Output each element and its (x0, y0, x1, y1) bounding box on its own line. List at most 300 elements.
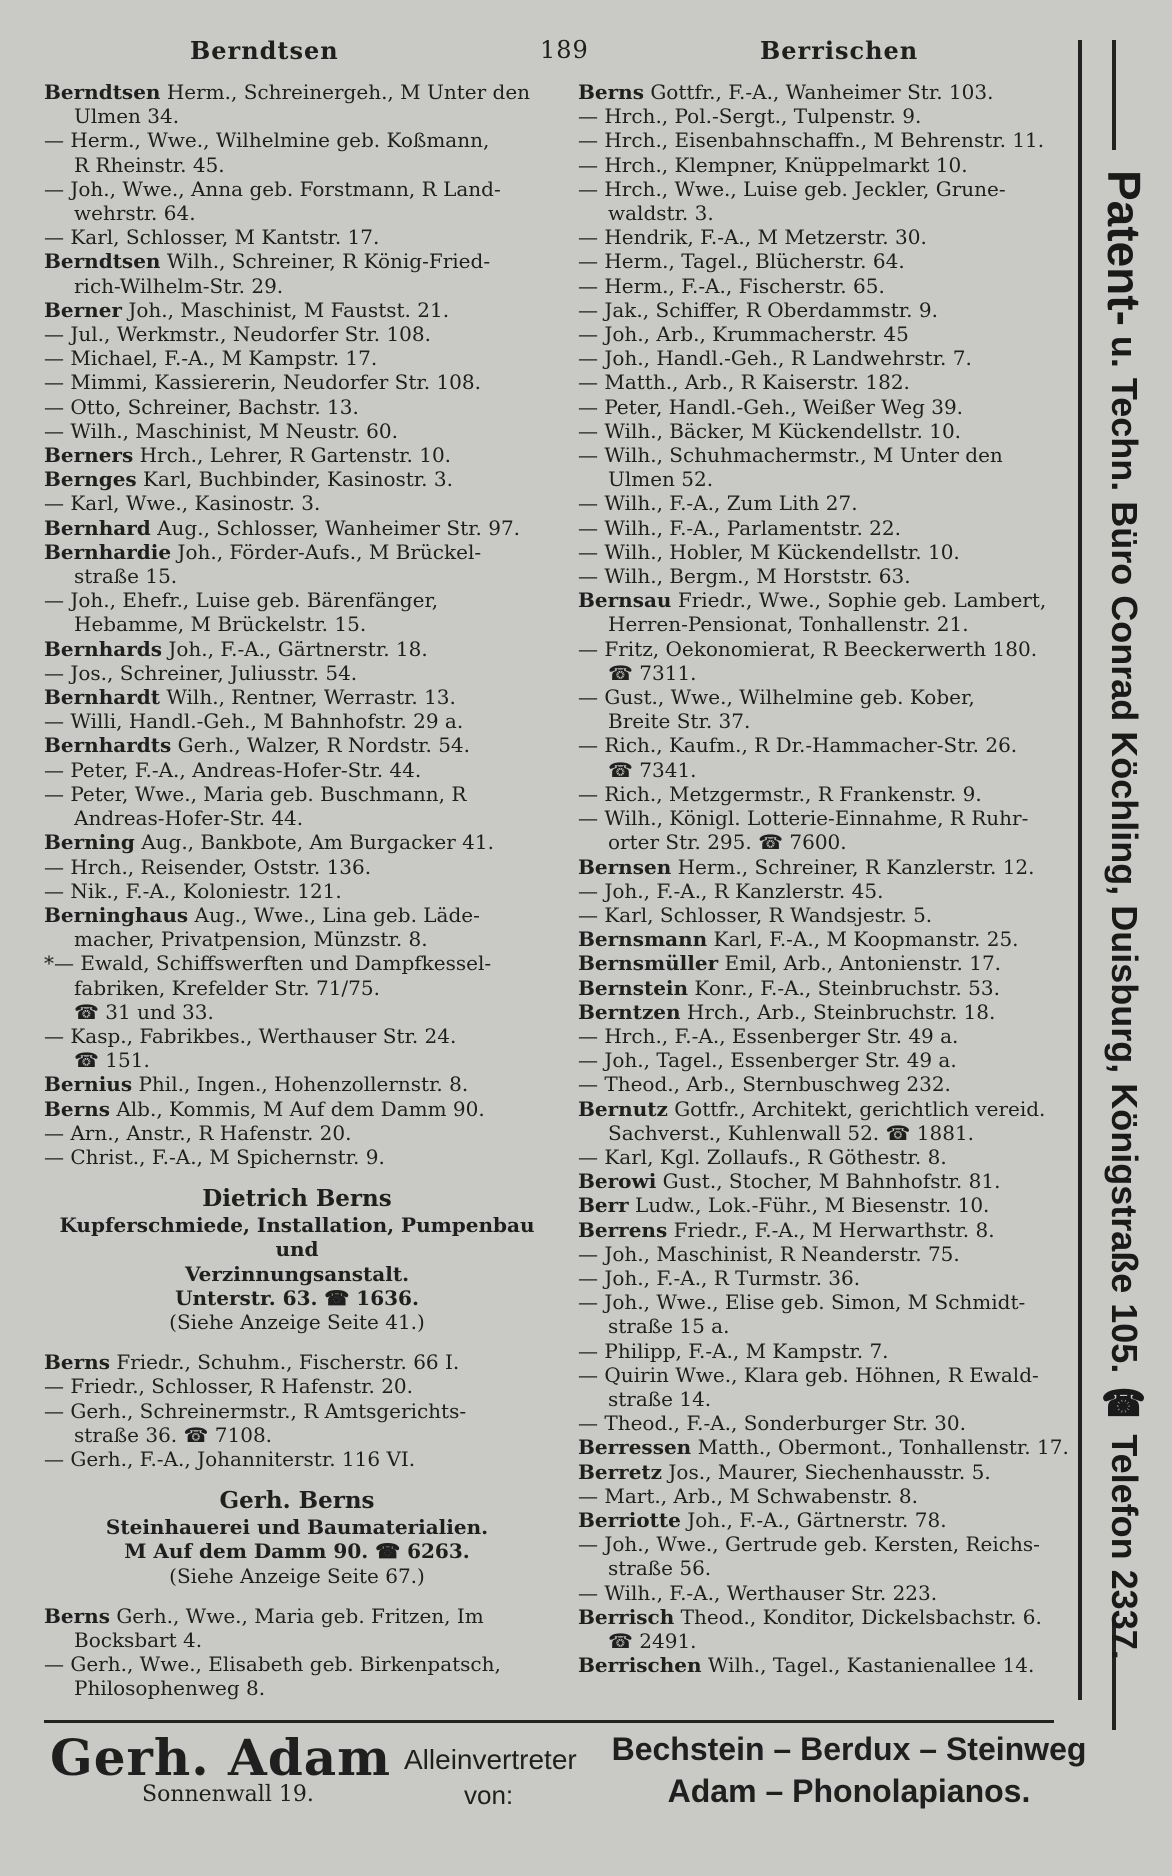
entry-line (578, 1605, 1078, 1629)
entry-continuation: macher, Privatpension, Münzstr. 8. (74, 927, 428, 952)
entry-line (578, 443, 1078, 467)
entry-text: Matth., Obermont., Tonhallenstr. 17. (691, 1435, 1069, 1460)
entry-line (44, 419, 550, 443)
entry-line (578, 1218, 1078, 1242)
directory-entry (578, 1339, 1078, 1363)
side-advertisement (1095, 170, 1151, 1660)
entry-line (578, 274, 1078, 298)
entry-line (578, 685, 1078, 709)
entry-continuation: Ulmen 34. (74, 104, 180, 129)
entry-line (578, 1508, 1078, 1532)
business-line: Steinhauerei und Baumaterialien. (105, 1515, 489, 1540)
directory-entry (578, 346, 1078, 370)
entry-text: Gerh., Wwe., Maria geb. Fritzen, Im (109, 1603, 484, 1628)
directory-entry (578, 903, 1078, 927)
directory-entry (578, 491, 1078, 515)
business-block (44, 1185, 550, 1334)
directory-entry (44, 1447, 550, 1471)
bottom-advertisement (44, 1728, 1087, 1858)
entry-line (44, 1374, 550, 1398)
entry-line (44, 709, 550, 733)
ad-brands-line1: Bechstein – Berdux – Steinweg (611, 1731, 1087, 1767)
entry-line (578, 806, 1078, 830)
entry-line (44, 1652, 550, 1676)
directory-entry (44, 1000, 550, 1024)
entry-line (578, 879, 1078, 903)
entry-text: — Rich., Kaufm., R Dr.-Hammacher-Str. 26. (578, 733, 1018, 758)
entry-line (578, 1266, 1078, 1290)
entry-surname: Bernstein (578, 975, 689, 1000)
entry-text: Friedr., Wwe., Sophie geb. Lambert, (671, 588, 1047, 613)
entry-text: — Wilh., Schuhmachermstr., M Unter den (578, 443, 1003, 468)
entry-surname: Berrischen (578, 1653, 702, 1678)
entry-text: Gottfr., F.-A., Wanheimer Str. 103. (643, 80, 994, 104)
entry-text: Wilh., Schreiner, R König-Fried- (160, 249, 491, 274)
directory-entry (578, 1653, 1078, 1677)
entry-text: Wilh., Tagel., Kastanienallee 14. (701, 1653, 1035, 1678)
directory-entry (578, 637, 1078, 685)
entry-surname: Berns (44, 1096, 110, 1121)
directory-entry (578, 976, 1078, 1000)
entry-text: — Kasp., Fabrikbes., Werthauser Str. 24. (44, 1023, 457, 1048)
directory-entry (578, 1072, 1078, 1096)
entry-text: — Hendrik, F.-A., M Metzerstr. 30. (578, 225, 927, 250)
entry-line (578, 1000, 1078, 1024)
entry-surname: Berntzen (578, 999, 681, 1024)
entry-continuation: Ulmen 52. (608, 467, 714, 492)
entry-text: Wilh., Rentner, Werrastr. 13. (159, 685, 456, 710)
entry-line (578, 1581, 1078, 1605)
ad-von: von: (464, 1780, 514, 1810)
directory-entry (44, 516, 550, 540)
entry-text: Aug., Wwe., Lina geb. Läde- (188, 902, 480, 927)
entry-text: Konr., F.-A., Steinbruchstr. 53. (688, 975, 1000, 1000)
entry-surname: Berns (44, 1350, 110, 1375)
entry-text: — Joh., Wwe., Anna geb. Forstmann, R Land- (44, 176, 501, 201)
entry-text: Gerh., Walzer, R Nordstr. 54. (171, 733, 471, 758)
entry-line (44, 588, 550, 612)
entry-text: — Wilh., F.-A., Parlamentstr. 22. (578, 515, 901, 540)
entry-line (578, 225, 1078, 249)
directory-entry (44, 782, 550, 830)
entry-line (578, 1435, 1078, 1459)
entry-surname: Bernsen (578, 854, 672, 879)
entry-text: Karl, Buchbinder, Kasinostr. 3. (136, 467, 453, 492)
entry-text: — Hrch., F.-A., Essenberger Str. 49 a. (578, 1023, 959, 1048)
entry-line (44, 467, 550, 491)
entry-line (578, 1290, 1078, 1314)
entry-surname: Berns (44, 1603, 110, 1628)
entry-surname: Bernges (44, 467, 137, 492)
entry-line (578, 927, 1078, 951)
spacer (44, 1471, 550, 1487)
header-left: Berndtsen (190, 36, 339, 65)
entry-line (578, 1193, 1078, 1217)
entry-text: — Hrch., Klempner, Knüppelmarkt 10. (578, 152, 968, 177)
entry-text: Friedr., F.-A., M Herwarthstr. 8. (667, 1217, 995, 1242)
entry-line (44, 540, 550, 564)
directory-entry (578, 1048, 1078, 1072)
entry-text: — Karl, Kgl. Zollaufs., R Göthestr. 8. (578, 1144, 947, 1169)
directory-entry (578, 1363, 1078, 1411)
directory-entry (578, 1460, 1078, 1484)
entry-surname: Bernius (44, 1072, 133, 1097)
directory-entry (578, 249, 1078, 273)
directory-entry (578, 1218, 1078, 1242)
ad-brands-line2: Adam – Phonolapianos. (667, 1773, 1031, 1809)
entry-line (44, 443, 550, 467)
entry-text: Joh., F.-A., Gärtnerstr. 78. (680, 1507, 947, 1532)
entry-line (578, 1145, 1078, 1169)
entry-surname: Berretz (578, 1459, 663, 1484)
entry-text: — Theod., F.-A., Sonderburger Str. 30. (578, 1411, 966, 1436)
entry-continuation: straße 14. (608, 1386, 712, 1411)
entry-line (578, 1363, 1078, 1387)
directory-entry (578, 1411, 1078, 1435)
entry-surname: Bernhardts (44, 733, 172, 758)
entry-text: — Wilh., Hobler, M Kückendellstr. 10. (578, 539, 960, 564)
business-note: (Siehe Anzeige Seite 41.) (169, 1309, 425, 1334)
entry-surname: Berndtsen (44, 80, 161, 104)
header-right: Berrischen (760, 36, 919, 65)
directory-entry (44, 1145, 550, 1169)
directory-entry (578, 225, 1078, 249)
entry-continuation: Hebamme, M Brückelstr. 15. (74, 612, 367, 637)
entry-line (578, 346, 1078, 370)
entry-text: — Matth., Arb., R Kaiserstr. 182. (578, 370, 910, 395)
entry-line (578, 1411, 1078, 1435)
entry-line (578, 419, 1078, 443)
entry-surname: Bernhard (44, 515, 151, 540)
entry-line (44, 685, 550, 709)
entry-line (44, 1097, 550, 1121)
entry-line (578, 976, 1078, 1000)
entry-continuation: straße 56. (608, 1556, 712, 1581)
entry-text: — Karl, Schlosser, M Kantstr. 17. (44, 225, 380, 250)
directory-entry (578, 1145, 1078, 1169)
entry-line (578, 1339, 1078, 1363)
entry-text: — Philipp, F.-A., M Kampstr. 7. (578, 1338, 889, 1363)
entry-line (44, 1350, 550, 1374)
entry-line (578, 322, 1078, 346)
entry-surname: Berriotte (578, 1507, 681, 1532)
entry-surname: Berner (44, 297, 122, 322)
entry-text: — Otto, Schreiner, Bachstr. 13. (44, 394, 359, 419)
entry-line (44, 1399, 550, 1423)
entry-text: Emil, Arb., Antonienstr. 17. (718, 951, 1002, 976)
ad-brands (599, 1728, 1099, 1812)
entry-line (578, 80, 1078, 104)
entry-text: — Wilh., F.-A., Werthauser Str. 223. (578, 1580, 938, 1605)
entry-line (578, 855, 1078, 879)
entry-line (44, 249, 550, 273)
directory-entry (44, 733, 550, 757)
entry-line (44, 951, 550, 975)
entry-text: — Joh., Tagel., Essenberger Str. 49 a. (578, 1048, 957, 1073)
business-address: M Auf dem Damm 90. ☎ 6263. (124, 1539, 470, 1564)
directory-entry (44, 1121, 550, 1145)
directory-entry (578, 1290, 1078, 1338)
entry-text: — Peter, Handl.-Geh., Weißer Weg 39. (578, 394, 964, 419)
entry-line (44, 879, 550, 903)
right-column (578, 80, 1078, 1677)
entry-line (44, 855, 550, 879)
entry-line (44, 1024, 550, 1048)
directory-entry (578, 1266, 1078, 1290)
entry-line (578, 782, 1078, 806)
entry-surname: Bernsmann (578, 927, 708, 952)
entry-text: — Wilh., Bäcker, M Kückendellstr. 10. (578, 418, 962, 443)
directory-entry (44, 855, 550, 879)
entry-continuation: Andreas-Hofer-Str. 44. (74, 806, 304, 831)
entry-line (578, 370, 1078, 394)
entry-line (578, 491, 1078, 515)
entry-text: — Gerh., Wwe., Elisabeth geb. Birkenpatsch, (44, 1652, 501, 1677)
entry-continuation: Herren-Pensionat, Tonhallenstr. 21. (608, 612, 969, 637)
directory-entry (44, 322, 550, 346)
directory-entry (578, 395, 1078, 419)
entry-line (578, 1072, 1078, 1096)
directory-entry (578, 1435, 1078, 1459)
directory-entry (578, 274, 1078, 298)
side-rule-top (1112, 40, 1116, 150)
directory-entry (44, 346, 550, 370)
entry-line (578, 128, 1078, 152)
directory-entry (44, 588, 550, 636)
entry-continuation: Philosophenweg 8. (74, 1676, 266, 1701)
entry-text: — Nik., F.-A., Koloniestr. 121. (44, 878, 342, 903)
entry-line (44, 322, 550, 346)
entry-text: — Joh., Wwe., Gertrude geb. Kersten, Reichs- (578, 1532, 1040, 1557)
directory-entry (44, 1024, 550, 1072)
entry-line (44, 298, 550, 322)
directory-entry (578, 1000, 1078, 1024)
entry-surname: Berr (578, 1193, 629, 1218)
entry-line (578, 733, 1078, 757)
entry-line (44, 491, 550, 515)
entry-text: — Peter, Wwe., Maria geb. Buschmann, R (44, 781, 467, 806)
entry-surname: Berninghaus (44, 902, 189, 927)
entry-line (44, 758, 550, 782)
entry-continuation: ☎ 7311. (608, 660, 697, 685)
entry-line (578, 153, 1078, 177)
directory-entry (578, 1508, 1078, 1532)
directory-entry (44, 637, 550, 661)
directory-entry (578, 298, 1078, 322)
entry-continuation: Breite Str. 37. (608, 709, 751, 734)
entry-continuation: straße 36. ☎ 7108. (74, 1422, 273, 1447)
entry-continuation: ☎ 7341. (608, 757, 697, 782)
directory-entry (578, 1169, 1078, 1193)
directory-entry (578, 80, 1078, 104)
directory-entry (44, 540, 550, 588)
entry-continuation: wehrstr. 64. (74, 201, 196, 226)
directory-entry (44, 419, 550, 443)
directory-entry (578, 1605, 1078, 1653)
entry-surname: Bernhardt (44, 685, 160, 710)
entry-continuation: straße 15 a. (608, 1314, 730, 1339)
ad-address: Sonnenwall 19. (142, 1782, 314, 1807)
entry-line (44, 1072, 550, 1096)
entry-text: Hrch., Lehrer, R Gartenstr. 10. (133, 443, 452, 468)
directory-entry (44, 1374, 550, 1398)
directory-entry (578, 588, 1078, 636)
entry-text: Aug., Schlosser, Wanheimer Str. 97. (150, 515, 521, 540)
entry-text: — Hrch., Pol.-Sergt., Tulpenstr. 9. (578, 104, 922, 129)
entry-continuation: ☎ 151. (74, 1048, 150, 1073)
entry-text: — Herm., Tagel., Blücherstr. 64. (578, 249, 905, 274)
entry-text: — Wilh., Maschinist, M Neustr. 60. (44, 418, 398, 443)
entry-text: — Hrch., Reisender, Oststr. 136. (44, 854, 372, 879)
ad-allein: Alleinvertreter (404, 1744, 577, 1775)
entry-surname: Bernhards (44, 636, 162, 661)
entry-line (578, 516, 1078, 540)
entry-line (44, 128, 550, 152)
entry-text: Herm., Schreiner, R Kanzlerstr. 12. (671, 854, 1035, 879)
directory-entry (578, 733, 1078, 781)
entry-continuation: ☎ 31 und 33. (74, 999, 214, 1024)
directory-entry (578, 104, 1078, 128)
entry-line (578, 1242, 1078, 1266)
entry-text: — Herm., F.-A., Fischerstr. 65. (578, 273, 885, 298)
directory-entry (44, 1652, 550, 1700)
entry-text: — Hrch., Wwe., Luise geb. Jeckler, Grune- (578, 176, 1006, 201)
entry-text: — Karl, Schlosser, R Wandsjestr. 5. (578, 902, 933, 927)
entry-line (578, 564, 1078, 588)
entry-text: — Joh., F.-A., R Kanzlerstr. 45. (578, 878, 884, 903)
entry-continuation: straße 15. (74, 564, 178, 589)
directory-entry (44, 1072, 550, 1096)
entry-continuation: R Rheinstr. 45. (74, 152, 225, 177)
entry-line (44, 177, 550, 201)
entry-line (44, 733, 550, 757)
entry-line (578, 1048, 1078, 1072)
directory-entry (578, 1097, 1078, 1145)
entry-line (44, 516, 550, 540)
directory-entry (44, 225, 550, 249)
page-number: 189 (540, 36, 589, 64)
entry-line (578, 1484, 1078, 1508)
entry-text: Gottfr., Architekt, gerichtlich vereid. (667, 1096, 1046, 1121)
entry-surname: Bernhardie (44, 539, 172, 564)
entry-text: Jos., Maurer, Siechenhausstr. 5. (662, 1459, 991, 1484)
entry-line (578, 951, 1078, 975)
directory-entry (578, 516, 1078, 540)
spacer (44, 1588, 550, 1604)
directory-entry (578, 419, 1078, 443)
directory-entry (44, 1097, 550, 1121)
entry-text: Hrch., Arb., Steinbruchstr. 18. (680, 999, 996, 1024)
entry-line (578, 637, 1078, 661)
directory-entry (578, 685, 1078, 733)
entry-text: — Jos., Schreiner, Juliusstr. 54. (44, 660, 358, 685)
entry-text: Alb., Kommis, M Auf dem Damm 90. (109, 1096, 485, 1121)
entry-text: — Joh., Wwe., Elise geb. Simon, M Schmidt- (578, 1290, 1026, 1315)
entry-text: — Hrch., Eisenbahnschaffn., M Behrenstr. 11. (578, 128, 1045, 153)
entry-text: — Theod., Arb., Sternbuschweg 232. (578, 1072, 951, 1097)
directory-entry (578, 855, 1078, 879)
directory-entry (44, 879, 550, 903)
entry-line (44, 1604, 550, 1628)
entry-text: — Friedr., Schlosser, R Hafenstr. 20. (44, 1374, 414, 1399)
entry-line (578, 540, 1078, 564)
entry-text: — Joh., Maschinist, R Neanderstr. 75. (578, 1241, 960, 1266)
directory-entry (44, 1350, 550, 1374)
entry-text: — Christ., F.-A., M Spichernstr. 9. (44, 1144, 385, 1169)
directory-entry (578, 782, 1078, 806)
entry-text: — Quirin Wwe., Klara geb. Höhnen, R Ewald- (578, 1362, 1039, 1387)
entry-line (44, 225, 550, 249)
entry-surname: Berning (44, 830, 135, 855)
directory-entry (578, 177, 1078, 225)
directory-entry (44, 709, 550, 733)
entry-text: Phil., Ingen., Hohenzollernstr. 8. (132, 1072, 469, 1097)
directory-entry (44, 370, 550, 394)
entry-surname: Berns (578, 80, 644, 104)
entry-surname: Bernutz (578, 1096, 668, 1121)
entry-text: Joh., Förder-Aufs., M Brückel- (171, 539, 482, 564)
side-ad-text: u. Techn. Büro Conrad Köchling, Duisburg, Königstraße 105. ☎ Telefon 2337. (1104, 325, 1145, 1660)
entry-text: Karl, F.-A., M Koopmanstr. 25. (707, 927, 1019, 952)
entry-text: Theod., Konditor, Dickelsbachstr. 6. (674, 1604, 1042, 1629)
business-line: Verzinnungsanstalt. (184, 1261, 410, 1286)
entry-continuation: waldstr. 3. (608, 201, 714, 226)
entry-line (578, 104, 1078, 128)
directory-entry (578, 1484, 1078, 1508)
directory-entry (578, 540, 1078, 564)
entry-text: — Willi, Handl.-Geh., M Bahnhofstr. 29 a. (44, 709, 464, 734)
entry-surname: Berrisch (578, 1604, 675, 1629)
directory-entry (578, 1193, 1078, 1217)
directory-entry (578, 443, 1078, 491)
directory-entry (578, 1024, 1078, 1048)
business-address: Unterstr. 63. ☎ 1636. (175, 1285, 419, 1310)
entry-text: Ludw., Lok.-Führ., M Biesenstr. 10. (628, 1193, 990, 1218)
entry-surname: Berndtsen (44, 249, 161, 274)
column-divider (1078, 40, 1082, 1700)
entry-text: — Fritz, Oekonomierat, R Beeckerwerth 180. (578, 636, 1038, 661)
entry-text: — Karl, Wwe., Kasinostr. 3. (44, 491, 321, 516)
entry-line (44, 346, 550, 370)
side-ad-word: Patent- (1098, 170, 1150, 326)
entry-surname: Berrens (578, 1217, 668, 1242)
entry-text: — Gust., Wwe., Wilhelmine geb. Kober, (578, 685, 975, 710)
entry-continuation: fabriken, Krefelder Str. 71/75. (74, 975, 380, 1000)
directory-entry (44, 249, 550, 297)
entry-line (44, 903, 550, 927)
entry-text: — Jak., Schiffer, R Oberdammstr. 9. (578, 297, 938, 322)
directory-entry (44, 80, 550, 128)
entry-continuation: orter Str. 295. ☎ 7600. (608, 830, 847, 855)
directory-entry (44, 491, 550, 515)
directory-entry (578, 806, 1078, 854)
entry-line (578, 1532, 1078, 1556)
entry-line (578, 903, 1078, 927)
entry-line (44, 661, 550, 685)
entry-line (44, 1145, 550, 1169)
directory-entry (578, 564, 1078, 588)
directory-entry (44, 758, 550, 782)
entry-surname: Bernsau (578, 588, 672, 613)
entry-surname: Berressen (578, 1435, 692, 1460)
directory-entry (44, 443, 550, 467)
entry-text: — Joh., F.-A., R Turmstr. 36. (578, 1265, 861, 1290)
entry-text: — Joh., Arb., Krummacherstr. 45 (578, 322, 909, 347)
entry-text: Herm., Schreinergeh., M Unter den (160, 80, 531, 104)
entry-line (578, 1460, 1078, 1484)
directory-entry (44, 830, 550, 854)
entry-continuation: rich-Wilhelm-Str. 29. (74, 273, 284, 298)
